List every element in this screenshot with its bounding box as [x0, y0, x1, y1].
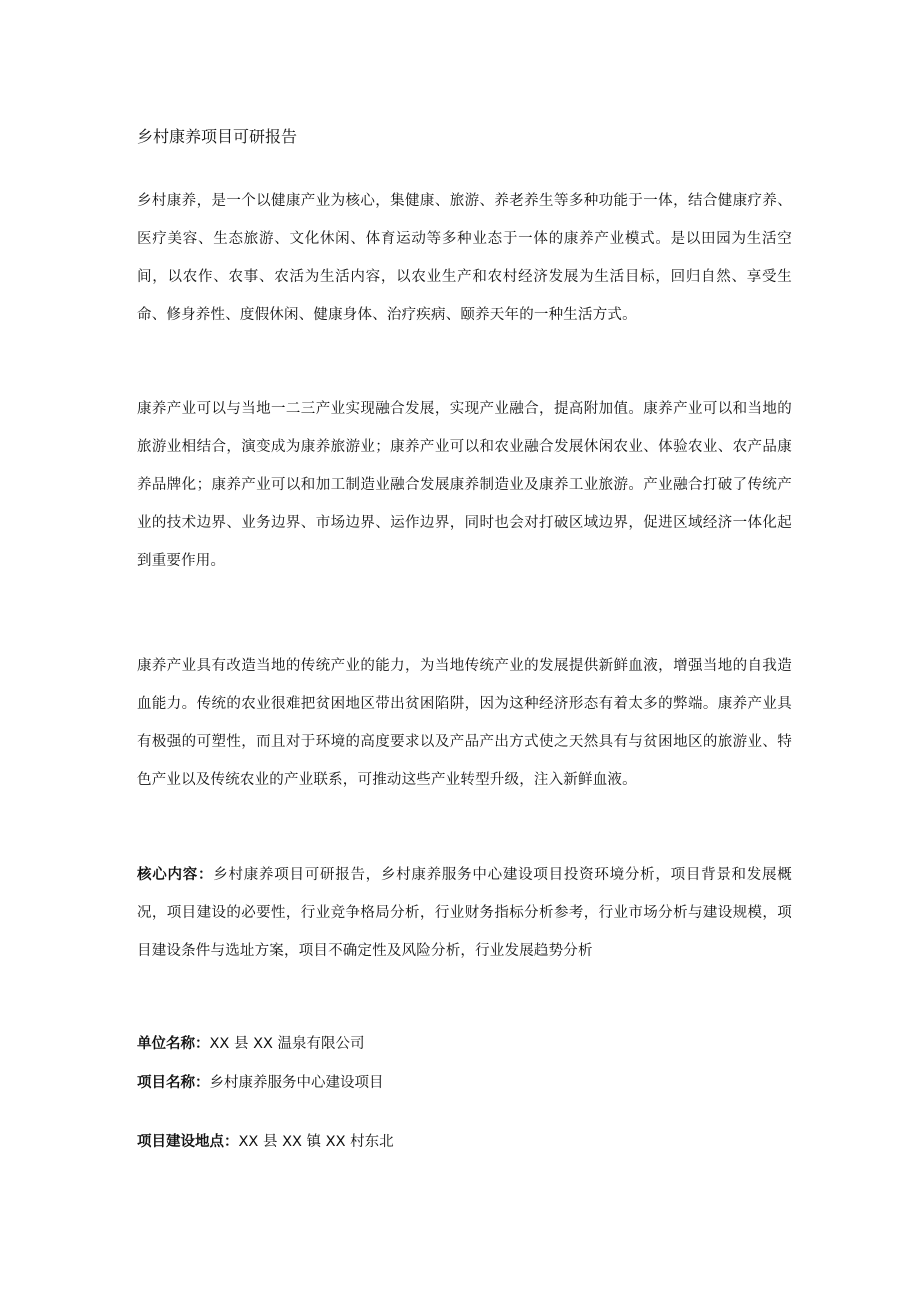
project-location-label: 项目建设地点： — [137, 1134, 239, 1150]
unit-name-value: XX 县 XX 温泉有限公司 — [209, 1036, 365, 1052]
unit-name-label: 单位名称： — [137, 1036, 210, 1052]
project-name-value: 乡村康养服务中心建设项目 — [209, 1075, 384, 1091]
core-content — [137, 856, 792, 970]
core-content-label: 核心内容： — [137, 867, 214, 883]
project-location-field — [137, 1130, 394, 1154]
unit-name-field — [137, 1032, 365, 1056]
project-name-field — [137, 1071, 384, 1095]
paragraph-integration: 康养产业可以与当地一二三产业实现融合发展，实现产业融合，提高附加值。康养产业可以和当地的旅游业相结合，演变成为康养旅游业；康养产业可以和农业融合发展休闲农业、体验农业、农产品康养品牌化；康养产业可以和加工制造业融合发展康养制造业及康养工业旅游。产业融合打破了传统产业的技术边界、业务边界、市场边界、运作边界，同时也会对打破区域边界，促进区域经济一体化起到重要作用。 — [137, 401, 792, 569]
paragraph-intro: 乡村康养，是一个以健康产业为核心，集健康、旅游、养老养生等多种功能于一体，结合健康疗养、医疗美容、生态旅游、文化休闲、体育运动等多种业态于一体的康养产业模式。是以田园为生活空间，以农作、农事、农活为生活内容，以农业生产和农村经济发展为生活目标，回归自然、享受生命、修身养性、度假休闲、健康身体、治疗疾病、颐养天年的一种生活方式。 — [137, 193, 792, 323]
project-name-label: 项目名称： — [137, 1075, 210, 1091]
core-content-text: 乡村康养项目可研报告，乡村康养服务中心建设项目投资环境分析，项目背景和发展概况，项目建设的必要性，行业竞争格局分析，行业财务指标分析参考，行业市场分析与建设规模，项目建设条件与选址方案，项目不确定性及风险分析，行业发展趋势分析 — [137, 867, 792, 959]
document-title: 乡村康养项目可研报告 — [137, 127, 298, 146]
project-location-value: XX 县 XX 镇 XX 村东北 — [238, 1134, 394, 1150]
paragraph-transformation: 康养产业具有改造当地的传统产业的能力，为当地传统产业的发展提供新鲜血液，增强当地的自我造血能力。传统的农业很难把贫困地区带出贫困陷阱，因为这种经济形态有着太多的弊端。康养产业具有极强的可塑性，而且对于环境的高度要求以及产品产出方式使之天然具有与贫困地区的旅游业、特色产业以及传统农业的产业联系，可推动这些产业转型升级，注入新鲜血液。 — [137, 658, 792, 788]
